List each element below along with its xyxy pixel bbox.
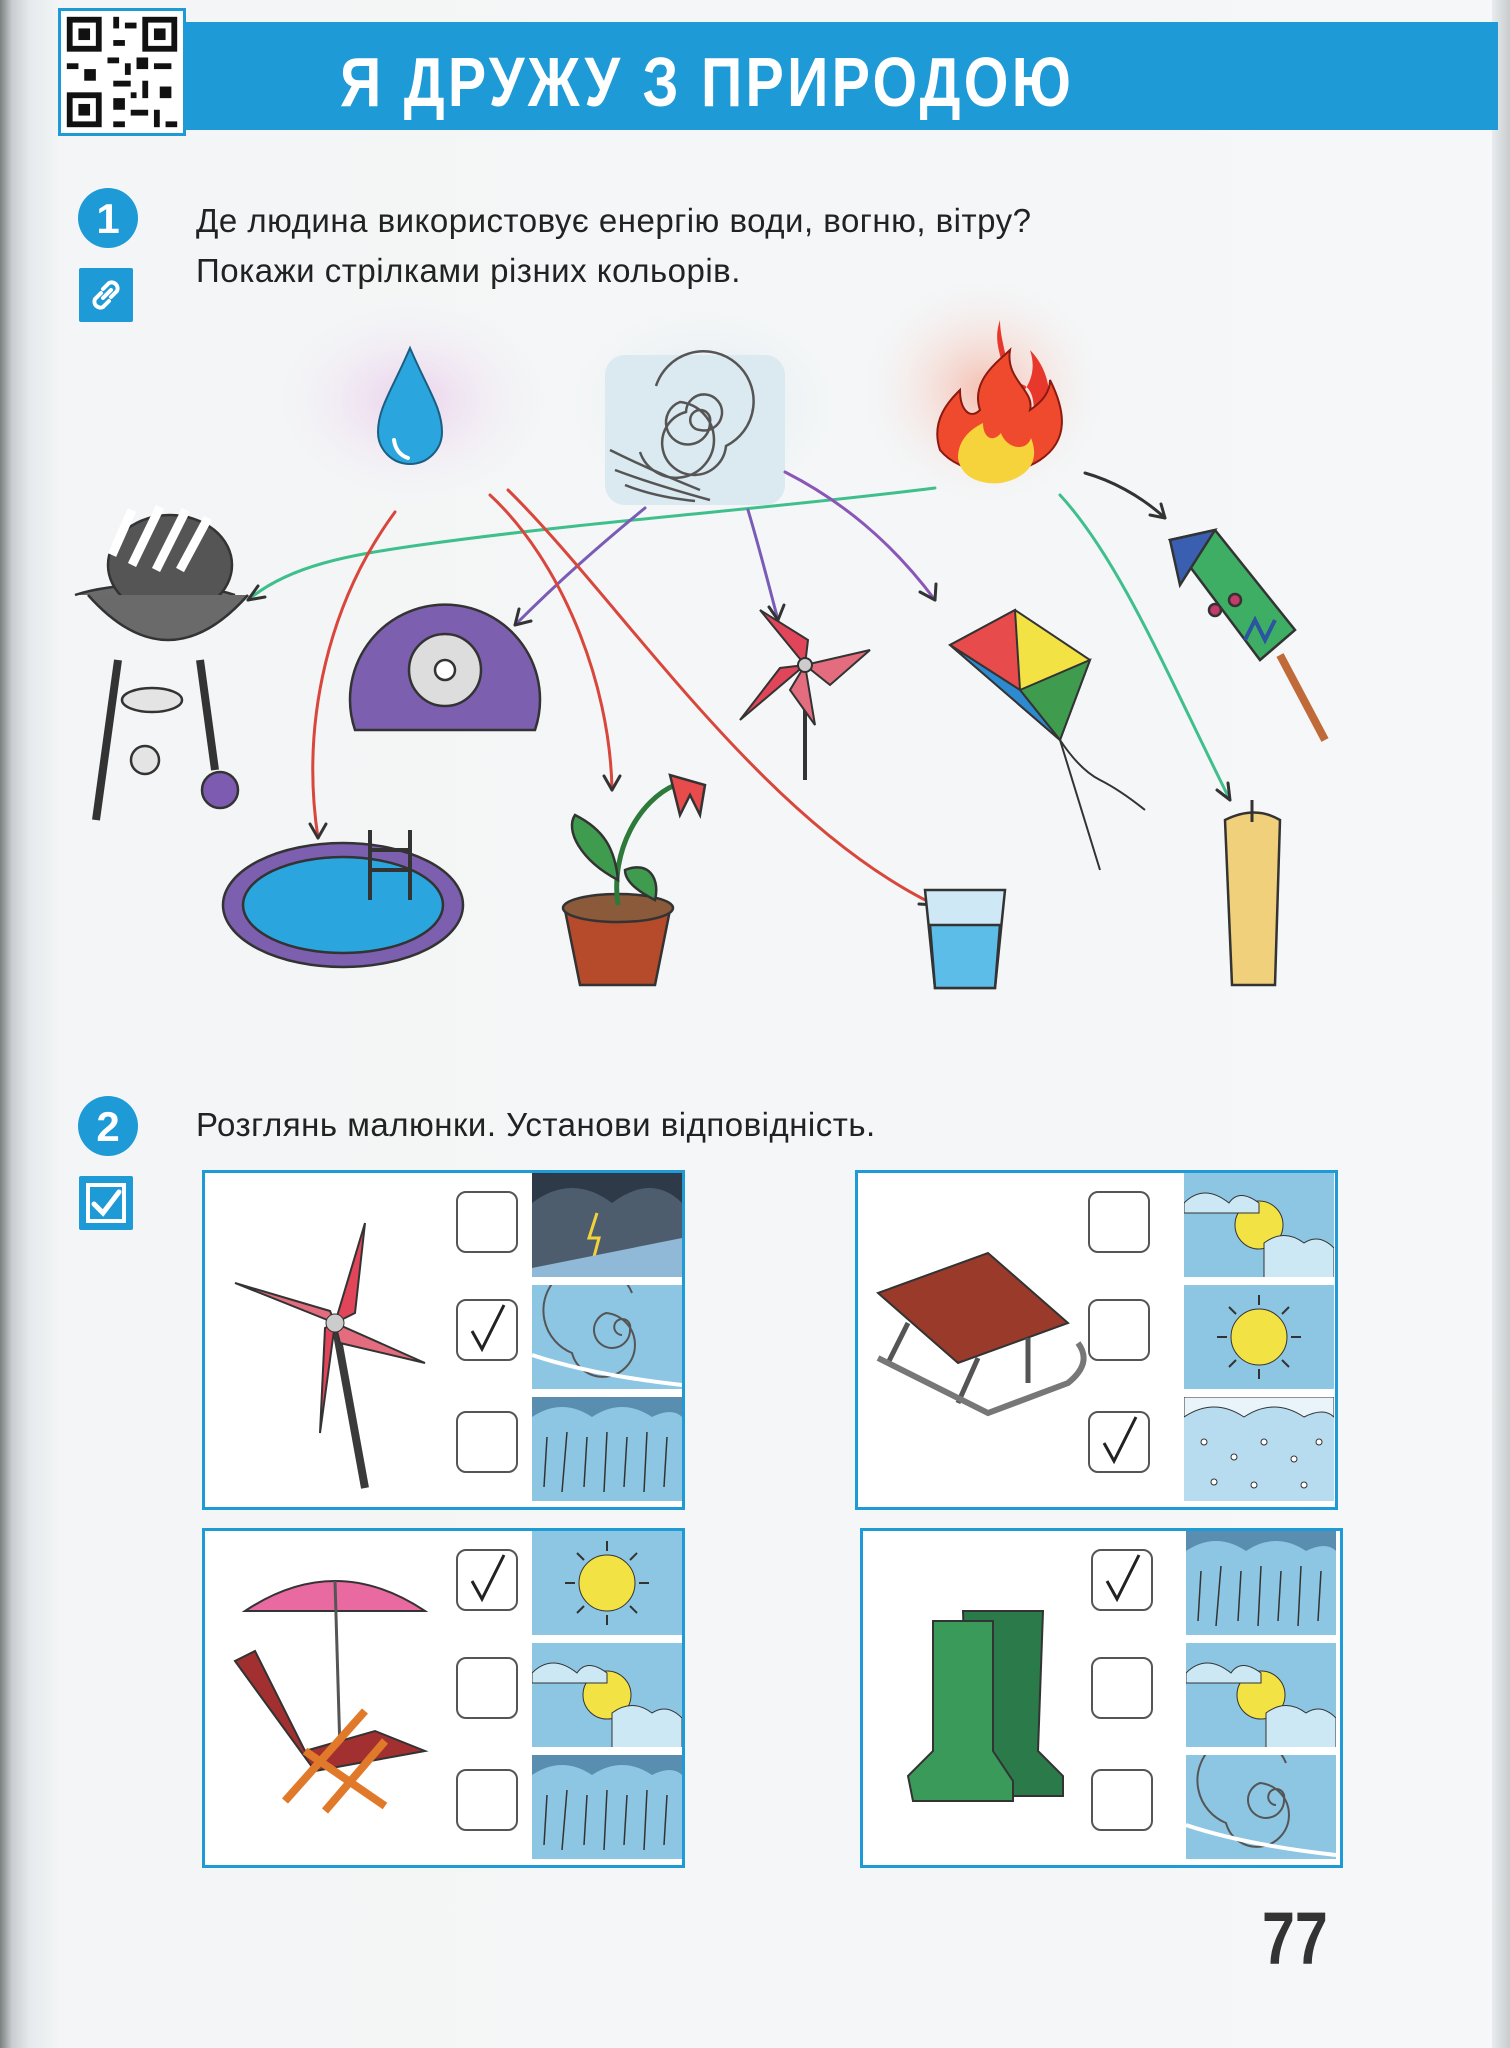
option-checkbox-cloudy-sun[interactable]	[1091, 1657, 1153, 1719]
task2-question: Розглянь малюнки. Установи відповідність.	[196, 1106, 876, 1143]
task1-question-line1: Де людина використовує енергію води, вогню, вітру?	[196, 202, 1032, 239]
task-number-1: 1	[78, 188, 138, 248]
option-checkbox-sun[interactable]	[1088, 1299, 1150, 1361]
tire-icon	[350, 605, 540, 730]
task-number-2: 2	[78, 1096, 138, 1156]
sled-icon	[868, 1233, 1098, 1433]
wind-swirl-icon	[605, 351, 785, 505]
rain-tile-icon	[532, 1397, 682, 1501]
storm-tile-icon	[532, 1173, 682, 1277]
cloudy-sun-tile-icon	[1186, 1643, 1336, 1747]
option-checkbox-cloudy-sun[interactable]	[456, 1657, 518, 1719]
checkbox-icon	[79, 1176, 133, 1230]
option-checkbox-snow[interactable]	[1088, 1411, 1150, 1473]
kite-icon	[950, 610, 1145, 870]
rubber-boots-icon	[893, 1601, 1093, 1811]
rain-tile-icon	[532, 1755, 682, 1859]
option-checkbox-rain[interactable]	[456, 1769, 518, 1831]
match-panel-pinwheel	[202, 1170, 685, 1510]
cloudy-sun-tile-icon	[1184, 1173, 1334, 1277]
match-panel-rubber-boots	[860, 1528, 1343, 1868]
wind-tile-icon	[532, 1285, 682, 1389]
match-panel-beach-chair	[202, 1528, 685, 1868]
grill-icon	[75, 507, 248, 820]
rocket-icon	[1170, 530, 1325, 740]
match-panel-sled	[855, 1170, 1338, 1510]
wind-tile-icon	[1186, 1755, 1336, 1859]
glass-of-water-icon	[925, 890, 1005, 988]
option-checkbox-wind[interactable]	[1091, 1769, 1153, 1831]
sun-tile-icon	[532, 1531, 682, 1635]
pool-icon	[223, 830, 463, 967]
pinwheel-icon	[740, 610, 870, 780]
flower-pot-icon	[563, 775, 705, 985]
option-checkbox-storm[interactable]	[456, 1191, 518, 1253]
sun-tile-icon	[1184, 1285, 1334, 1389]
page-number: 77	[1262, 1897, 1328, 1980]
candle-icon	[1225, 800, 1280, 985]
task1-illustration	[0, 0, 1510, 1020]
option-checkbox-cloudy-sun[interactable]	[1088, 1191, 1150, 1253]
option-checkbox-wind[interactable]	[456, 1299, 518, 1361]
option-checkbox-rain[interactable]	[1091, 1549, 1153, 1611]
page-title: Я ДРУЖУ З ПРИРОДОЮ	[340, 43, 1075, 121]
pinwheel-icon	[215, 1203, 455, 1493]
option-checkbox-sun[interactable]	[456, 1549, 518, 1611]
cloudy-sun-tile-icon	[532, 1643, 682, 1747]
rain-tile-icon	[1186, 1531, 1336, 1635]
task1-question-line2: Покажи стрілками різних кольорів.	[196, 252, 741, 289]
option-checkbox-rain[interactable]	[456, 1411, 518, 1473]
snow-tile-icon	[1184, 1397, 1334, 1501]
beach-chair-icon	[215, 1551, 455, 1851]
